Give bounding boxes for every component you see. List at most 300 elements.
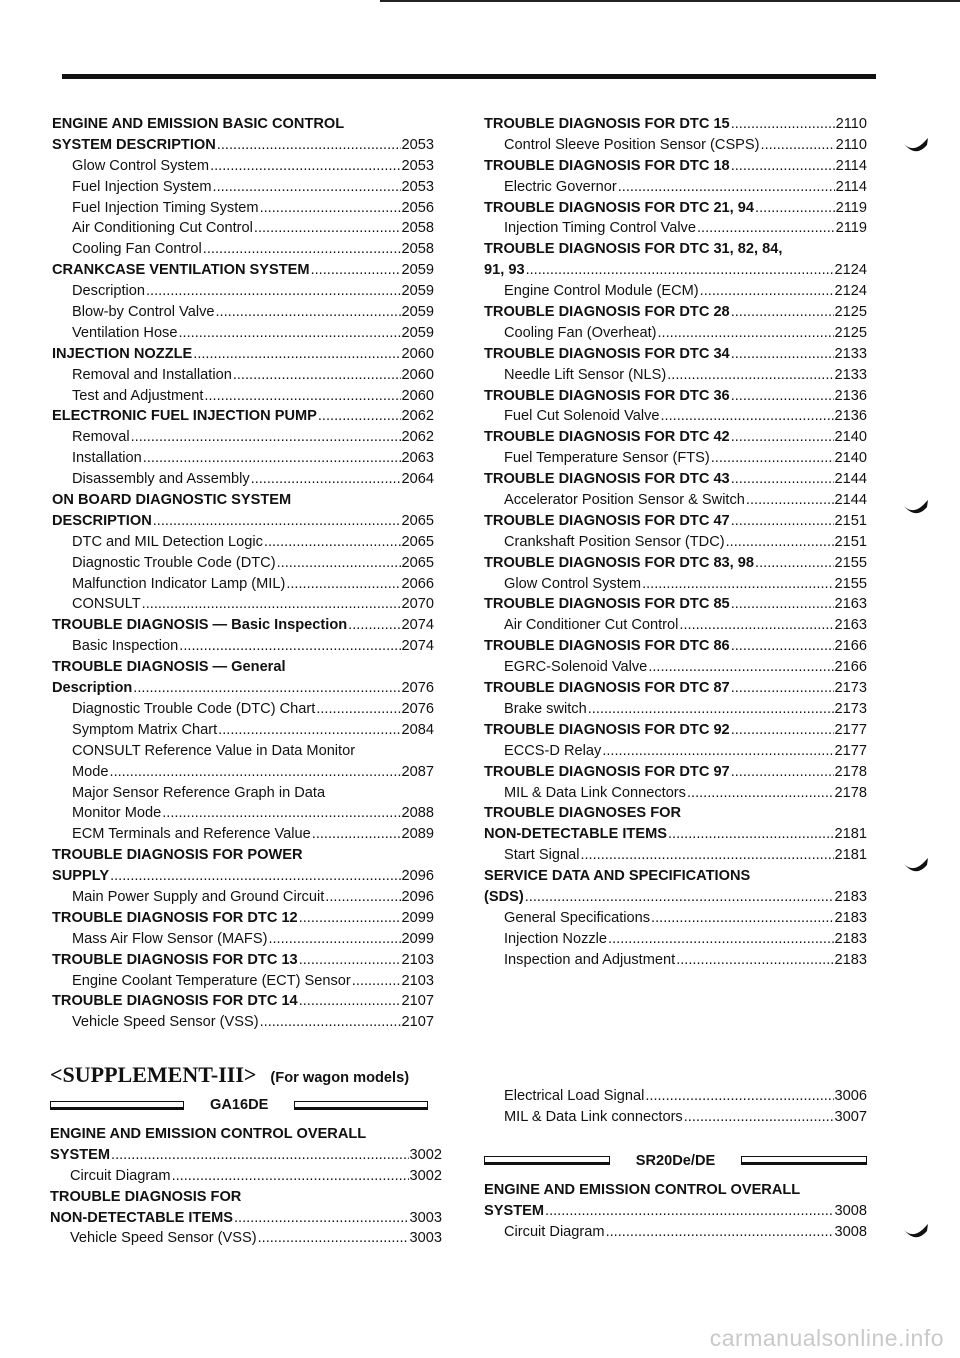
toc-leader-dots xyxy=(755,553,834,574)
toc-entry xyxy=(52,678,434,699)
margin-tick-mark xyxy=(902,1222,930,1242)
toc-entry-page: 2173 xyxy=(834,700,867,717)
toc-entry-title: Vehicle Speed Sensor (VSS) xyxy=(72,1014,259,1031)
toc-entry-page: 2059 xyxy=(401,283,434,300)
toc-entry xyxy=(484,323,867,344)
toc-entry xyxy=(52,490,434,511)
toc-entry xyxy=(50,1166,442,1187)
toc-entry-title: Fuel Temperature Sensor (FTS) xyxy=(504,450,710,467)
toc-leader-dots xyxy=(258,1228,409,1249)
toc-entry-page: 2125 xyxy=(834,324,867,341)
toc-leader-dots xyxy=(731,114,835,135)
toc-entry-page: 2066 xyxy=(401,575,434,592)
toc-entry-page: 2124 xyxy=(834,262,867,279)
toc-entry-title: SYSTEM xyxy=(484,1202,545,1219)
toc-entry-title: (SDS) xyxy=(484,888,524,905)
engine-section-bar-sr20 xyxy=(484,1150,867,1172)
toc-leader-dots xyxy=(731,511,834,532)
toc-entry-page: 2110 xyxy=(835,116,867,132)
toc-entry-title: TROUBLE DIAGNOSIS FOR DTC 36 xyxy=(484,387,730,404)
toc-leader-dots xyxy=(111,1145,409,1166)
toc-entry xyxy=(52,156,434,177)
toc-leader-dots xyxy=(608,929,834,950)
toc-entry-page: 2133 xyxy=(834,366,867,383)
toc-entry-title: TROUBLE DIAGNOSIS FOR POWER xyxy=(52,847,303,864)
toc-entry xyxy=(52,762,434,783)
toc-entry xyxy=(484,490,867,511)
toc-entry-page: 2065 xyxy=(401,512,434,529)
toc-entry-page: 2125 xyxy=(834,304,867,321)
toc-entry-page: 2107 xyxy=(401,1014,434,1031)
toc-entry xyxy=(52,302,434,323)
toc-entry xyxy=(52,783,434,804)
toc-entry-title: Monitor Mode xyxy=(72,805,162,822)
toc-leader-dots xyxy=(545,1201,834,1222)
toc-entry xyxy=(484,594,867,615)
toc-entry xyxy=(484,574,867,595)
toc-entry-page: 2084 xyxy=(401,721,434,738)
toc-leader-dots xyxy=(260,198,401,219)
toc-entry-title: Electric Governor xyxy=(504,178,617,195)
toc-entry-title: Diagnostic Trouble Code (DTC) Chart xyxy=(72,700,316,717)
toc-leader-dots xyxy=(193,344,400,365)
toc-leader-dots xyxy=(142,594,401,615)
toc-entry-page: 2140 xyxy=(834,429,867,446)
toc-entry xyxy=(484,281,867,302)
toc-entry-title: ELECTRONIC FUEL INJECTION PUMP xyxy=(52,408,317,425)
toc-leader-dots xyxy=(668,824,834,845)
toc-leader-dots xyxy=(642,574,833,595)
toc-entry xyxy=(484,198,867,219)
toc-leader-dots xyxy=(676,950,833,971)
toc-entry-title: DTC and MIL Detection Logic xyxy=(72,533,263,550)
toc-leader-dots xyxy=(731,344,834,365)
toc-leader-dots xyxy=(755,198,835,219)
toc-entry-page: 2099 xyxy=(401,930,434,947)
toc-leader-dots xyxy=(254,218,401,239)
toc-entry xyxy=(484,511,867,532)
toc-entry-title: ENGINE AND EMISSION CONTROL OVERALL xyxy=(50,1126,367,1142)
toc-entry-title: Diagnostic Trouble Code (DTC) xyxy=(72,554,276,571)
toc-entry-title: TROUBLE DIAGNOSIS FOR DTC 13 xyxy=(52,951,298,968)
toc-entry-page: 2074 xyxy=(401,638,434,655)
right-bottom-toc-list-2 xyxy=(484,1180,867,1243)
toc-entry-title: TROUBLE DIAGNOSIS FOR DTC 85 xyxy=(484,596,730,613)
toc-entry-title: TROUBLE DIAGNOSIS FOR DTC 18 xyxy=(484,157,730,174)
toc-entry-title: Glow Control System xyxy=(504,575,642,592)
toc-entry-page: 2062 xyxy=(401,408,434,425)
toc-entry xyxy=(484,950,867,971)
toc-entry xyxy=(52,323,434,344)
toc-entry-page: 2065 xyxy=(401,554,434,571)
toc-entry xyxy=(484,177,867,198)
engine-label-ga16de: GA16DE xyxy=(210,1097,269,1113)
toc-entry xyxy=(484,803,867,824)
toc-leader-dots xyxy=(679,615,833,636)
toc-leader-dots xyxy=(110,866,400,887)
top-edge-line xyxy=(380,0,960,2)
toc-entry-title: Air Conditioning Cut Control xyxy=(72,220,253,237)
toc-entry-page: 2059 xyxy=(401,324,434,341)
toc-entry-page: 3006 xyxy=(834,1088,867,1104)
toc-entry xyxy=(484,344,867,365)
toc-leader-dots xyxy=(731,678,834,699)
toc-entry-title: TROUBLE DIAGNOSIS FOR DTC 92 xyxy=(484,721,730,738)
toc-leader-dots xyxy=(726,532,834,553)
toc-entry-page: 2099 xyxy=(401,909,434,926)
toc-entry-page: 2096 xyxy=(401,888,434,905)
toc-entry-title: ENGINE AND EMISSION BASIC CONTROL xyxy=(52,116,345,132)
toc-entry-title: Needle Lift Sensor (NLS) xyxy=(504,366,667,383)
toc-leader-dots xyxy=(731,720,834,741)
toc-entry xyxy=(50,1208,442,1229)
toc-leader-dots xyxy=(606,1222,834,1243)
toc-entry-title: MIL & Data Link Connectors xyxy=(504,784,686,801)
toc-entry-page: 3008 xyxy=(834,1223,867,1240)
toc-entry-page: 2058 xyxy=(401,220,434,237)
supplement-name: <SUPPLEMENT-III> xyxy=(50,1062,257,1087)
toc-entry xyxy=(52,344,434,365)
toc-entry-title: CONSULT Reference Value in Data Monitor xyxy=(72,742,356,759)
toc-entry-title: Fuel Injection System xyxy=(72,178,212,195)
toc-entry-title: Removal xyxy=(72,429,130,446)
toc-leader-dots xyxy=(580,845,833,866)
toc-entry-page: 2177 xyxy=(834,721,867,738)
toc-leader-dots xyxy=(731,302,834,323)
toc-entry xyxy=(52,991,434,1012)
toc-entry-title: Blow-by Control Valve xyxy=(72,304,215,321)
toc-leader-dots xyxy=(215,302,400,323)
toc-entry-title: Cooling Fan Control xyxy=(72,241,202,258)
toc-leader-dots xyxy=(210,156,400,177)
toc-entry xyxy=(484,302,867,323)
toc-leader-dots xyxy=(667,365,833,386)
bar-left-box xyxy=(50,1101,184,1110)
supplement-note: (For wagon models) xyxy=(270,1070,410,1086)
toc-entry xyxy=(484,532,867,553)
toc-entry xyxy=(484,386,867,407)
toc-entry-title: EGRC-Solenoid Valve xyxy=(504,659,648,676)
toc-entry xyxy=(484,218,867,239)
toc-entry-title: SUPPLY xyxy=(52,868,110,885)
toc-entry-page: 2076 xyxy=(401,680,434,697)
toc-entry-page: 2166 xyxy=(834,659,867,676)
toc-leader-dots xyxy=(312,824,401,845)
toc-entry-page: 2060 xyxy=(401,345,434,362)
toc-entry-title: Description xyxy=(52,680,133,697)
toc-leader-dots xyxy=(731,594,834,615)
toc-leader-dots xyxy=(602,741,833,762)
toc-entry-page: 2065 xyxy=(401,533,434,550)
toc-entry-title: TROUBLE DIAGNOSIS FOR DTC 87 xyxy=(484,680,730,697)
toc-leader-dots xyxy=(761,135,835,156)
toc-entry-title: Accelerator Position Sensor & Switch xyxy=(504,492,745,509)
toc-entry-title: TROUBLE DIAGNOSIS FOR DTC 34 xyxy=(484,345,730,362)
toc-entry xyxy=(484,448,867,469)
toc-entry xyxy=(484,762,867,783)
toc-entry-title: ECCS-D Relay xyxy=(504,742,602,759)
toc-entry-title: TROUBLE DIAGNOSIS FOR DTC 12 xyxy=(52,909,298,926)
toc-leader-dots xyxy=(143,448,401,469)
toc-leader-dots xyxy=(658,323,834,344)
toc-entry xyxy=(484,260,867,281)
toc-entry-title: Installation xyxy=(72,450,142,467)
toc-entry-title: Crankshaft Position Sensor (TDC) xyxy=(504,533,725,550)
toc-entry-page: 2064 xyxy=(401,471,434,488)
toc-leader-dots xyxy=(233,365,401,386)
toc-entry-page: 2053 xyxy=(401,178,434,195)
toc-entry xyxy=(484,845,867,866)
toc-entry xyxy=(484,824,867,845)
toc-entry xyxy=(52,803,434,824)
toc-entry-title: Test and Adjustment xyxy=(72,387,204,404)
toc-entry xyxy=(484,866,867,887)
toc-entry xyxy=(50,1145,442,1166)
toc-entry xyxy=(484,1180,867,1201)
toc-entry xyxy=(484,783,867,804)
toc-leader-dots xyxy=(731,636,834,657)
toc-entry xyxy=(52,239,434,260)
toc-entry-title: Brake switch xyxy=(504,700,587,717)
toc-entry-title: CRANKCASE VENTILATION SYSTEM xyxy=(52,262,310,279)
toc-entry-title: TROUBLE DIAGNOSIS FOR DTC 15 xyxy=(484,116,730,132)
toc-entry-page: 2136 xyxy=(834,408,867,425)
toc-entry-page: 2151 xyxy=(834,533,867,550)
toc-entry-title: Major Sensor Reference Graph in Data xyxy=(72,784,326,801)
toc-entry xyxy=(484,114,867,135)
toc-entry xyxy=(52,615,434,636)
toc-entry-page: 3002 xyxy=(409,1146,442,1163)
toc-entry xyxy=(52,594,434,615)
toc-leader-dots xyxy=(352,971,401,992)
toc-leader-dots xyxy=(684,1107,834,1128)
toc-entry xyxy=(52,532,434,553)
toc-entry-title: Injection Nozzle xyxy=(504,930,608,947)
toc-entry xyxy=(484,469,867,490)
toc-entry xyxy=(52,448,434,469)
toc-entry-title: TROUBLE DIAGNOSIS FOR DTC 86 xyxy=(484,638,730,655)
toc-entry xyxy=(52,469,434,490)
toc-entry-page: 2059 xyxy=(401,262,434,279)
bar-left-box xyxy=(484,1156,610,1165)
toc-entry xyxy=(52,929,434,950)
toc-entry-title: TROUBLE DIAGNOSIS FOR DTC 47 xyxy=(484,512,730,529)
toc-leader-dots xyxy=(131,427,401,448)
toc-entry-page: 2163 xyxy=(834,617,867,634)
toc-entry-page: 2124 xyxy=(834,283,867,300)
toc-entry-title: Symptom Matrix Chart xyxy=(72,721,218,738)
toc-leader-dots xyxy=(234,1208,409,1229)
toc-entry-page: 2087 xyxy=(401,763,434,780)
toc-leader-dots xyxy=(172,1166,409,1187)
toc-leader-dots xyxy=(731,427,834,448)
toc-entry xyxy=(484,239,867,260)
toc-entry-page: 2183 xyxy=(834,930,867,947)
toc-entry xyxy=(52,720,434,741)
toc-entry xyxy=(484,1107,867,1128)
toc-entry-page: 2070 xyxy=(401,596,434,613)
toc-leader-dots xyxy=(525,887,834,908)
right-bottom-toc-list xyxy=(484,1086,867,1128)
toc-entry-title: TROUBLE DIAGNOSIS FOR DTC 21, 94 xyxy=(484,199,755,216)
toc-entry-page: 2063 xyxy=(401,450,434,467)
toc-leader-dots xyxy=(218,720,400,741)
toc-leader-dots xyxy=(697,218,835,239)
toc-entry xyxy=(484,908,867,929)
toc-entry xyxy=(484,427,867,448)
toc-leader-dots xyxy=(146,281,401,302)
toc-entry-title: Control Sleeve Position Sensor (CSPS) xyxy=(504,136,760,153)
toc-right-column xyxy=(484,114,867,971)
toc-leader-dots xyxy=(213,177,401,198)
toc-leader-dots xyxy=(325,887,400,908)
toc-leader-dots xyxy=(746,490,834,511)
toc-entry-title: NON-DETECTABLE ITEMS xyxy=(484,826,667,843)
toc-entry-page: 2183 xyxy=(834,888,867,905)
toc-entry xyxy=(52,365,434,386)
toc-entry-page: 2103 xyxy=(401,972,434,989)
toc-leader-dots xyxy=(153,511,401,532)
bar-right-box xyxy=(294,1101,428,1110)
toc-entry-page: 2163 xyxy=(834,596,867,613)
toc-entry-title: INJECTION NOZZLE xyxy=(52,345,193,362)
toc-entry-page: 3007 xyxy=(834,1108,867,1125)
toc-entry-title: Engine Control Module (ECM) xyxy=(504,283,699,300)
toc-entry-title: TROUBLE DIAGNOSIS FOR DTC 43 xyxy=(484,471,730,488)
toc-leader-dots xyxy=(651,908,834,929)
toc-entry-title: TROUBLE DIAGNOSIS — General xyxy=(52,659,286,676)
toc-entry-title: TROUBLE DIAGNOSIS FOR DTC 28 xyxy=(484,304,730,321)
toc-leader-dots xyxy=(299,908,401,929)
toc-entry-title: TROUBLE DIAGNOSES FOR xyxy=(484,805,682,822)
toc-leader-dots xyxy=(264,532,401,553)
toc-leader-dots xyxy=(661,406,834,427)
toc-entry xyxy=(52,1012,434,1033)
toc-entry-title: ECM Terminals and Reference Value xyxy=(72,826,311,843)
toc-entry xyxy=(484,156,867,177)
toc-entry-page: 3002 xyxy=(409,1167,442,1184)
toc-leader-dots xyxy=(162,803,400,824)
toc-entry xyxy=(484,365,867,386)
toc-entry-title: Injection Timing Control Valve xyxy=(504,220,696,237)
toc-leader-dots xyxy=(178,323,400,344)
right-bottom-section xyxy=(484,1086,867,1242)
toc-entry-title: Main Power Supply and Ground Circuit xyxy=(72,888,325,905)
toc-entry xyxy=(52,386,434,407)
toc-leader-dots xyxy=(217,135,401,156)
toc-entry xyxy=(484,636,867,657)
toc-entry-title: Fuel Cut Solenoid Valve xyxy=(504,408,660,425)
toc-entry-page: 2140 xyxy=(834,450,867,467)
toc-leader-dots xyxy=(645,1086,833,1107)
margin-tick-mark xyxy=(902,136,930,156)
toc-entry-title: Electrical Load Signal xyxy=(504,1088,645,1104)
toc-entry xyxy=(484,657,867,678)
toc-entry xyxy=(52,574,434,595)
toc-entry-page: 2096 xyxy=(401,868,434,885)
toc-leader-dots xyxy=(526,260,834,281)
toc-entry xyxy=(52,699,434,720)
toc-leader-dots xyxy=(731,156,835,177)
toc-entry-title: General Specifications xyxy=(504,909,651,926)
toc-entry xyxy=(52,887,434,908)
margin-tick-mark xyxy=(902,856,930,876)
margin-tick-mark xyxy=(902,498,930,518)
toc-entry-page: 2155 xyxy=(834,575,867,592)
toc-entry-page: 2114 xyxy=(835,157,867,174)
toc-entry-title: ENGINE AND EMISSION CONTROL OVERALL xyxy=(484,1181,801,1198)
toc-entry-page: 2103 xyxy=(401,951,434,968)
toc-entry-title: Start Signal xyxy=(504,847,580,864)
toc-leader-dots xyxy=(203,239,401,260)
toc-entry-page: 2119 xyxy=(835,220,867,237)
toc-entry xyxy=(484,699,867,720)
toc-entry xyxy=(52,406,434,427)
toc-entry-title: MIL & Data Link connectors xyxy=(504,1108,683,1125)
toc-entry-page: 2133 xyxy=(834,345,867,362)
toc-entry xyxy=(52,950,434,971)
toc-leader-dots xyxy=(318,406,401,427)
toc-entry-title: Circuit Diagram xyxy=(504,1223,605,1240)
toc-entry-title: TROUBLE DIAGNOSIS — Basic Inspection xyxy=(52,617,348,634)
toc-entry xyxy=(50,1187,442,1208)
toc-entry xyxy=(484,678,867,699)
toc-entry xyxy=(52,553,434,574)
toc-entry-title: Malfunction Indicator Lamp (MIL) xyxy=(72,575,286,592)
toc-entry-page: 2144 xyxy=(834,471,867,488)
toc-leader-dots xyxy=(731,762,834,783)
toc-entry xyxy=(484,615,867,636)
toc-leader-dots xyxy=(618,177,835,198)
toc-entry xyxy=(484,1201,867,1222)
toc-left-column xyxy=(52,114,434,1033)
toc-entry-page: 2177 xyxy=(834,742,867,759)
toc-entry xyxy=(52,908,434,929)
toc-entry-page: 2181 xyxy=(834,826,867,843)
toc-entry-page: 2151 xyxy=(834,512,867,529)
toc-entry xyxy=(52,135,434,156)
toc-entry xyxy=(484,887,867,908)
toc-entry-title: Inspection and Adjustment xyxy=(504,951,676,968)
toc-entry xyxy=(52,114,434,135)
toc-entry-title: Disassembly and Assembly xyxy=(72,471,250,488)
toc-entry xyxy=(52,260,434,281)
watermark: carmanualsonline.info xyxy=(709,1325,944,1351)
toc-entry-title: Glow Control System xyxy=(72,157,210,174)
toc-entry xyxy=(52,177,434,198)
toc-entry-page: 2136 xyxy=(834,387,867,404)
toc-entry-title: ON BOARD DIAGNOSTIC SYSTEM xyxy=(52,492,292,509)
toc-leader-dots xyxy=(731,386,834,407)
toc-entry-title: SYSTEM DESCRIPTION xyxy=(52,136,216,153)
supplement-toc-list xyxy=(50,1124,442,1249)
header-rule xyxy=(62,74,876,79)
toc-entry-title: Ventilation Hose xyxy=(72,324,178,341)
toc-entry-title: Circuit Diagram xyxy=(70,1167,171,1184)
toc-entry-page: 2183 xyxy=(834,951,867,968)
toc-entry-page: 2178 xyxy=(834,763,867,780)
toc-leader-dots xyxy=(648,657,833,678)
toc-entry xyxy=(484,553,867,574)
toc-leader-dots xyxy=(348,615,400,636)
supplement-title xyxy=(50,1062,442,1092)
toc-entry xyxy=(52,971,434,992)
toc-entry-title: TROUBLE DIAGNOSIS FOR DTC 31, 82, 84, xyxy=(484,241,783,258)
toc-entry-page: 2060 xyxy=(401,387,434,404)
toc-leader-dots xyxy=(711,448,834,469)
toc-entry-title: TROUBLE DIAGNOSIS FOR DTC 97 xyxy=(484,763,730,780)
toc-entry xyxy=(484,406,867,427)
